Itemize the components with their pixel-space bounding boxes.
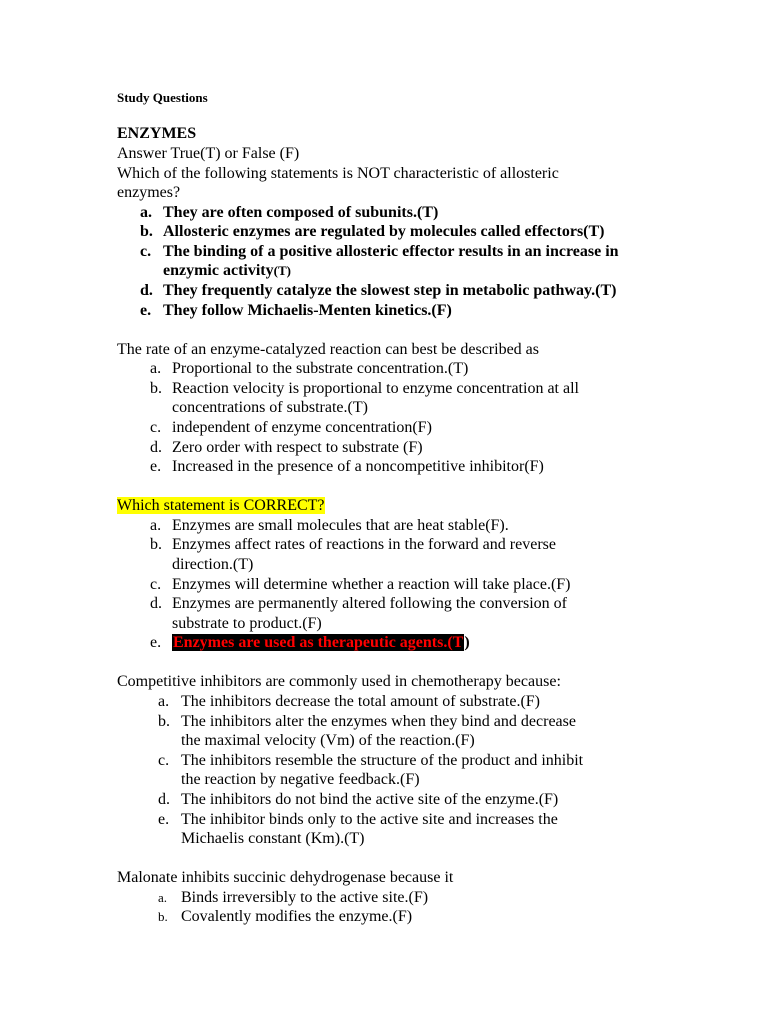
list-item-text: enzymic activity: [163, 262, 274, 279]
list-marker: a.: [140, 204, 152, 221]
list-item: The inhibitors do not bind the active site of the enzyme.(F): [181, 791, 559, 808]
question-5-stem: Malonate inhibits succinic dehydrogenase because it: [117, 869, 454, 886]
document-title: Study Questions: [117, 90, 208, 105]
question-3-stem: [117, 496, 325, 516]
list-item: Enzymes are small molecules that are heat stable(F).: [172, 517, 509, 534]
list-item-cont: Michaelis constant (Km).(T): [181, 830, 365, 847]
list-item-cont: the maximal velocity (Vm) of the reaction.(F): [181, 732, 475, 749]
list-item: Allosteric enzymes are regulated by molecules called effectors(T): [163, 223, 605, 240]
list-item: Binds irreversibly to the active site.(F): [181, 889, 429, 906]
list-item-cont: the reaction by negative feedback.(F): [181, 771, 420, 788]
list-marker: a.: [158, 890, 168, 905]
list-marker: e.: [140, 302, 152, 319]
list-marker: d.: [150, 595, 162, 612]
list-item: Reaction velocity is proportional to enzyme concentration at all: [172, 380, 579, 397]
list-marker: e.: [158, 811, 170, 828]
list-item: [172, 633, 470, 653]
list-item: Covalently modifies the enzyme.(F): [181, 908, 413, 925]
question-1-stem-cont: enzymes?: [117, 184, 181, 201]
list-marker: b.: [150, 536, 162, 553]
list-item: independent of enzyme concentration(F): [172, 419, 432, 436]
highlighted-answer: Enzymes are used as therapeutic agents.(T: [173, 634, 464, 651]
list-item: They follow Michaelis-Menten kinetics.(F): [163, 302, 452, 319]
list-marker: d.: [150, 439, 162, 456]
list-marker: b.: [158, 713, 170, 730]
highlighted-stem: Which statement is CORRECT?: [117, 497, 325, 514]
list-item: They frequently catalyze the slowest step in metabolic pathway.(T): [163, 282, 617, 299]
list-marker: b.: [158, 909, 168, 924]
list-item-cont: direction.(T): [172, 556, 254, 573]
list-item: The inhibitors alter the enzymes when they bind and decrease: [181, 713, 576, 730]
question-2-stem: The rate of an enzyme-catalyzed reaction can best be described as: [117, 341, 539, 358]
instruction-text: Answer True(T) or False (F): [117, 145, 300, 162]
list-marker: b.: [140, 223, 153, 240]
answer-tail: ): [464, 634, 470, 651]
list-item: The inhibitors decrease the total amount of substrate.(F): [181, 693, 541, 710]
list-marker: d.: [140, 282, 153, 299]
list-item-cont: concentrations of substrate.(T): [172, 399, 368, 416]
list-marker: c.: [150, 576, 162, 593]
list-marker: b.: [150, 380, 162, 397]
list-marker: e.: [150, 458, 162, 475]
list-item: Zero order with respect to substrate (F): [172, 439, 423, 456]
list-item: The inhibitors resemble the structure of the product and inhibit: [181, 752, 584, 769]
list-item: The inhibitor binds only to the active site and increases the: [181, 811, 558, 828]
section-heading: ENZYMES: [117, 125, 197, 142]
list-item: They are often composed of subunits.(T): [163, 204, 439, 221]
list-item: Enzymes will determine whether a reaction will take place.(F): [172, 576, 571, 593]
list-marker: c.: [150, 419, 162, 436]
question-4-stem: Competitive inhibitors are commonly used in chemotherapy because:: [117, 673, 561, 690]
list-item: The binding of a positive allosteric effector results in an increase in: [163, 243, 619, 260]
list-marker: c.: [158, 752, 170, 769]
list-marker: c.: [140, 243, 152, 260]
answer-mark: (T): [273, 263, 291, 278]
list-marker: e.: [150, 634, 162, 651]
list-item-cont: substrate to product.(F): [172, 615, 322, 632]
list-item: Increased in the presence of a noncompetitive inhibitor(F): [172, 458, 544, 475]
list-item: Enzymes affect rates of reactions in the forward and reverse: [172, 536, 556, 553]
list-item: Proportional to the substrate concentration.(T): [172, 360, 469, 377]
list-item-cont: [163, 261, 291, 281]
list-marker: a.: [150, 360, 162, 377]
list-item: Enzymes are permanently altered following the conversion of: [172, 595, 567, 612]
list-marker: d.: [158, 791, 170, 808]
list-marker: a.: [158, 693, 170, 710]
list-marker: a.: [150, 517, 162, 534]
question-1-stem: Which of the following statements is NOT characteristic of allosteric: [117, 165, 559, 182]
